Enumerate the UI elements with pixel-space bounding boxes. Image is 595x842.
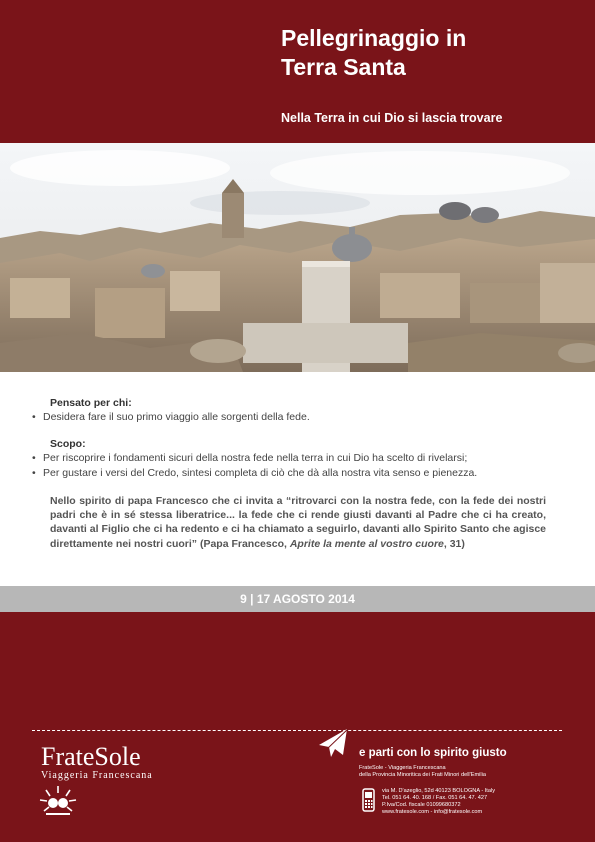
list-item: • Per gustare i versi del Credo, sintesi completa di ciò che dà alla nostra vita senso e pienezza.: [32, 467, 478, 479]
date-bar: 9 | 17 AGOSTO 2014: [0, 586, 595, 612]
bullet-icon: •: [32, 467, 36, 479]
content-section: [0, 372, 595, 586]
web-contact[interactable]: www.fratesole.com - info@fratesole.com: [382, 809, 483, 815]
page-title: [281, 24, 581, 82]
pope-quote: Nello spirito di papa Francesco che ci invita a “ritrovarci con la nostra fede, con la fede dei nostri padri che è in sé stessa liberatrice... la fede che ci rende giusti davanti al Padre che ci ha creato, davanti al Figlio che ci ha redento e ci ha chiamato a seguirlo, davanti allo Spirito Santo che agisce direttamente nei nostri cuori” (Papa Francesco, Aprite la mente al vostro cuore, 31): [50, 495, 546, 550]
vat-number: P.Iva/Cod. fiscale 01099680372: [382, 802, 461, 808]
page-subtitle: Nella Terra in cui Dio si lascia trovare: [281, 111, 503, 125]
divider: [32, 730, 562, 731]
footer-band: [0, 612, 595, 842]
bullet-icon: •: [32, 411, 36, 423]
logo-subtitle: Viaggeria Francescana: [41, 770, 153, 781]
phone-fax: Tel. 051 64. 40. 168 / Fax. 051 64. 47. 427: [382, 795, 488, 801]
org-province: della Provincia Minoritica dei Frati Minori dell'Emilia: [359, 772, 486, 778]
section-heading-purpose: Scopo:: [50, 438, 86, 450]
list-item: • Per riscoprire i fondamenti sicuri della nostra fede nella terra in cui Dio ha scelto di rivelarsi;: [32, 452, 468, 464]
quote-source-title: Aprite la mente al vostro cuore: [289, 537, 444, 550]
org-name: FrateSole - Viaggeria Francescana: [359, 765, 446, 771]
sun-logo-icon: [38, 784, 78, 818]
address: via M. D'azeglio, 52d 40123 BOLOGNA - Italy: [382, 788, 495, 794]
logo-name: FrateSole: [41, 742, 141, 771]
section-heading-audience: Pensato per chi:: [50, 397, 132, 409]
phone-icon: [362, 788, 375, 812]
bullet-icon: •: [32, 452, 36, 464]
title-line-2: Terra Santa: [281, 54, 406, 80]
title-line-1: Pellegrinaggio in: [281, 25, 467, 51]
plane-icon: [313, 725, 353, 765]
jerusalem-photo: [0, 143, 595, 372]
tagline: e parti con lo spirito giusto: [359, 747, 507, 759]
list-item: • Desidera fare il suo primo viaggio alle sorgenti della fede.: [32, 411, 310, 423]
header-band: [0, 0, 595, 143]
